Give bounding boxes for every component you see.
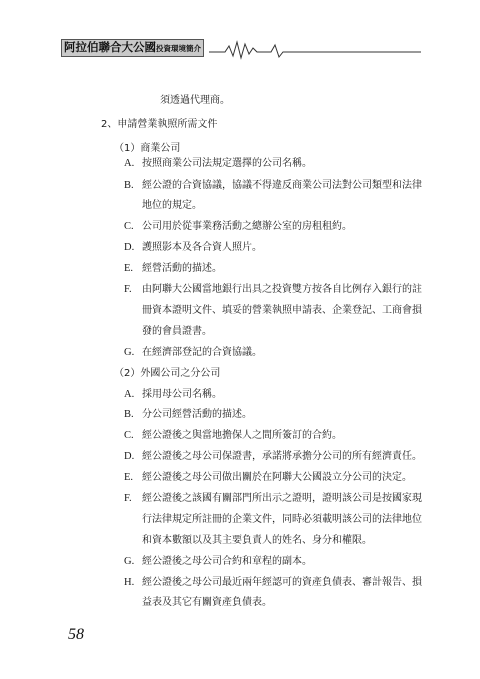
line-marker: C. bbox=[124, 430, 134, 441]
line-text: 2、申請營業執照所需文件 bbox=[101, 119, 218, 130]
line-text: 分公司經營活動的描述。 bbox=[142, 409, 252, 420]
line-text: 按照商業公司法規定選擇的公司名稱。 bbox=[142, 158, 312, 169]
header-title-main: 阿拉伯聯合大公國 bbox=[64, 40, 156, 54]
list-item bbox=[124, 471, 412, 485]
line-marker: F. bbox=[124, 284, 132, 295]
line-text: （2）外國公司之分公司 bbox=[114, 368, 221, 379]
line-marker: B. bbox=[124, 180, 134, 191]
line-marker: F. bbox=[124, 493, 132, 504]
list-item bbox=[124, 576, 422, 590]
line-marker: A. bbox=[124, 389, 135, 400]
line-marker: D. bbox=[124, 242, 135, 253]
list-item bbox=[124, 179, 422, 193]
line-text: 經公證後之母公司最近兩年經認可的資產負債表、審計報告、損 bbox=[142, 577, 422, 588]
list-item-continuation bbox=[142, 596, 272, 610]
line-text: 在經濟部登記的合資協議。 bbox=[142, 347, 262, 358]
line-marker: G. bbox=[124, 347, 135, 358]
line-text: 由阿聯大公國當地銀行出具之投資雙方按各自比例存入銀行的註 bbox=[142, 284, 422, 295]
line-text: 經營活動的描述。 bbox=[142, 263, 222, 274]
line-text: 經公證後之與當地擔保人之間所簽訂的合約。 bbox=[142, 430, 342, 441]
list-item bbox=[124, 429, 342, 443]
list-item bbox=[124, 157, 312, 171]
subsection-heading bbox=[114, 367, 220, 381]
list-item-continuation bbox=[142, 199, 202, 213]
line-text: 經公證後之母公司做出關於在阿聯大公國設立分公司的決定。 bbox=[142, 472, 412, 483]
header-heartbeat-line bbox=[209, 37, 421, 61]
line-text: 經公證後之該國有關部門所出示之證明，證明該公司是按國家現 bbox=[142, 493, 422, 504]
list-item-continuation bbox=[142, 304, 422, 318]
line-text: 和資本數額以及其主要負責人的姓名、身分和權限。 bbox=[142, 535, 372, 546]
subsection-heading bbox=[114, 142, 180, 156]
list-item bbox=[124, 241, 262, 255]
line-text: 益表及其它有關資產負債表。 bbox=[142, 597, 272, 608]
list-item bbox=[124, 220, 352, 234]
line-text: 冊資本證明文件、填妥的營業執照申請表、企業登記、工商會損 bbox=[142, 305, 422, 316]
list-item-continuation bbox=[142, 325, 212, 339]
line-text: 護照影本及各合資人照片。 bbox=[142, 242, 262, 253]
list-item bbox=[124, 346, 262, 360]
list-item bbox=[124, 450, 422, 464]
line-text: 行法律規定所註冊的企業文件，同時必須載明該公司的法律地位 bbox=[142, 514, 422, 525]
line-marker: G. bbox=[124, 556, 135, 567]
line-text: 公司用於從事業務活動之總辦公室的房租租約。 bbox=[142, 221, 352, 232]
list-item bbox=[124, 388, 222, 402]
line-marker: A. bbox=[124, 158, 135, 169]
list-item bbox=[124, 408, 252, 422]
text-line bbox=[142, 94, 230, 108]
list-item bbox=[124, 492, 422, 506]
line-marker: E. bbox=[124, 472, 134, 483]
line-text: 須透過代理商。 bbox=[160, 95, 230, 106]
header-title-sub: 投資環境簡介 bbox=[156, 44, 201, 53]
line-text: 採用母公司名稱。 bbox=[142, 389, 222, 400]
list-item-continuation bbox=[142, 534, 372, 548]
list-item bbox=[124, 262, 222, 276]
line-marker: D. bbox=[124, 451, 135, 462]
list-item-continuation bbox=[142, 513, 422, 527]
list-item bbox=[124, 555, 312, 569]
line-text: 發的會員證書。 bbox=[142, 326, 212, 337]
page-number: 58 bbox=[68, 626, 84, 643]
line-text: 經公證的合資協議，協議不得違反商業公司法對公司類型和法律 bbox=[142, 180, 422, 191]
list-item bbox=[124, 283, 422, 297]
line-text: 經公證後之母公司保證書，承諾將承擔分公司的所有經濟責任。 bbox=[142, 451, 422, 462]
line-text: 經公證後之母公司合約和章程的副本。 bbox=[142, 556, 312, 567]
header-title bbox=[61, 39, 204, 57]
line-marker: H. bbox=[124, 577, 135, 588]
line-marker: E. bbox=[124, 263, 134, 274]
line-marker: B. bbox=[124, 409, 134, 420]
line-marker: C. bbox=[124, 221, 134, 232]
section-heading bbox=[101, 118, 217, 132]
line-text: 地位的規定。 bbox=[142, 200, 202, 211]
line-text: （1）商業公司 bbox=[114, 143, 181, 154]
running-header bbox=[61, 37, 421, 61]
